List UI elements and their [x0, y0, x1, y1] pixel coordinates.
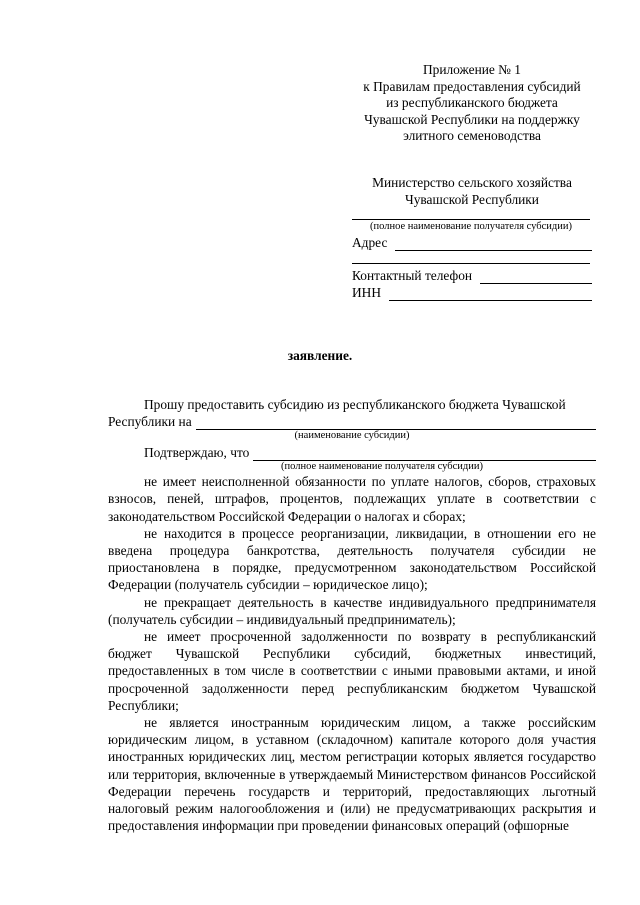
- addressee-line: Министерство сельского хозяйства: [372, 175, 572, 190]
- confirm-caption: (полное наименование получателя субсидии): [281, 461, 483, 473]
- appendix-line: Чувашской Республики на поддержку: [364, 111, 580, 127]
- addressee-block: [352, 175, 592, 208]
- recipient-caption: (полное наименование получателя субсидии): [370, 221, 572, 232]
- address-field: [395, 238, 592, 251]
- confirm-field: [253, 448, 596, 461]
- confirm-prefix: Подтверждаю, что: [144, 445, 250, 460]
- subsidy-row: [108, 413, 596, 430]
- appendix-line: из республиканского бюджета: [386, 95, 558, 110]
- address-extra-line: [352, 263, 590, 264]
- paragraph: не прекращает деятельность в качестве индивидуального предпринимателя (получатель субсидии – индивидуальный предприниматель);: [108, 594, 596, 627]
- phone-row: [352, 267, 592, 284]
- confirm-row: [108, 444, 596, 461]
- appendix-line: к Правилам предоставления субсидий: [363, 78, 581, 94]
- subsidy-prefix: Республики на: [108, 414, 192, 429]
- subsidy-field: [196, 417, 596, 430]
- address-row: [352, 234, 592, 251]
- phone-label: Контактный телефон: [352, 268, 473, 283]
- addressee-line: Чувашской Республики: [405, 191, 539, 207]
- document-body: [108, 396, 596, 834]
- inn-field: [389, 288, 592, 301]
- inn-row: [352, 284, 592, 301]
- appendix-header: [352, 62, 592, 145]
- subsidy-caption: (наименование субсидии): [294, 430, 410, 442]
- paragraph: не имеет просроченной задолженности по возврату в республиканский бюджет Чувашской Республики субсидий, бюджетных инвестиций, предоставленных в том числе в соответствии с иными правовыми актами, и иной просроченной задолженности перед республиканским бюджетом Чувашской Республики;: [108, 629, 596, 713]
- request-line: Прошу предоставить субсидию из республиканского бюджета Чувашской: [144, 397, 566, 412]
- phone-field: [480, 271, 592, 284]
- paragraph: не имеет неисполненной обязанности по уплате налогов, сборов, страховых взносов, пеней, штрафов, процентов, подлежащих уплате в соответствии с законодательством Российской Федерации о налогах и сборах;: [108, 474, 596, 524]
- recipient-name-line: [352, 219, 590, 220]
- appendix-line: Приложение № 1: [422, 62, 522, 77]
- paragraph: не является иностранным юридическим лицом, а также российским юридическим лицом, в уставном (складочном) капитале которого доля участия иностранных юридических лиц, местом регистрации которых является государство или территория, включенные в утверждаемый Министерством финансов Российской Федерации перечень государств и территорий, предоставляющих льготный налоговый режим налогообложения и (или) не предусматривающих раскрытия и предоставления информации при проведении финансовых операций (офшорные: [108, 715, 596, 834]
- address-label: Адрес: [352, 235, 388, 250]
- paragraph: не находится в процессе реорганизации, ликвидации, в отношении его не введена процедура банкротства, деятельность получателя субсидии не приостановлена в порядке, предусмотренном законодательством Российской Федерации (получатель субсидии – юридическое лицо);: [108, 525, 596, 593]
- appendix-line: элитного семеноводства: [403, 128, 541, 143]
- inn-label: ИНН: [352, 285, 382, 300]
- document-title: заявление.: [287, 348, 353, 363]
